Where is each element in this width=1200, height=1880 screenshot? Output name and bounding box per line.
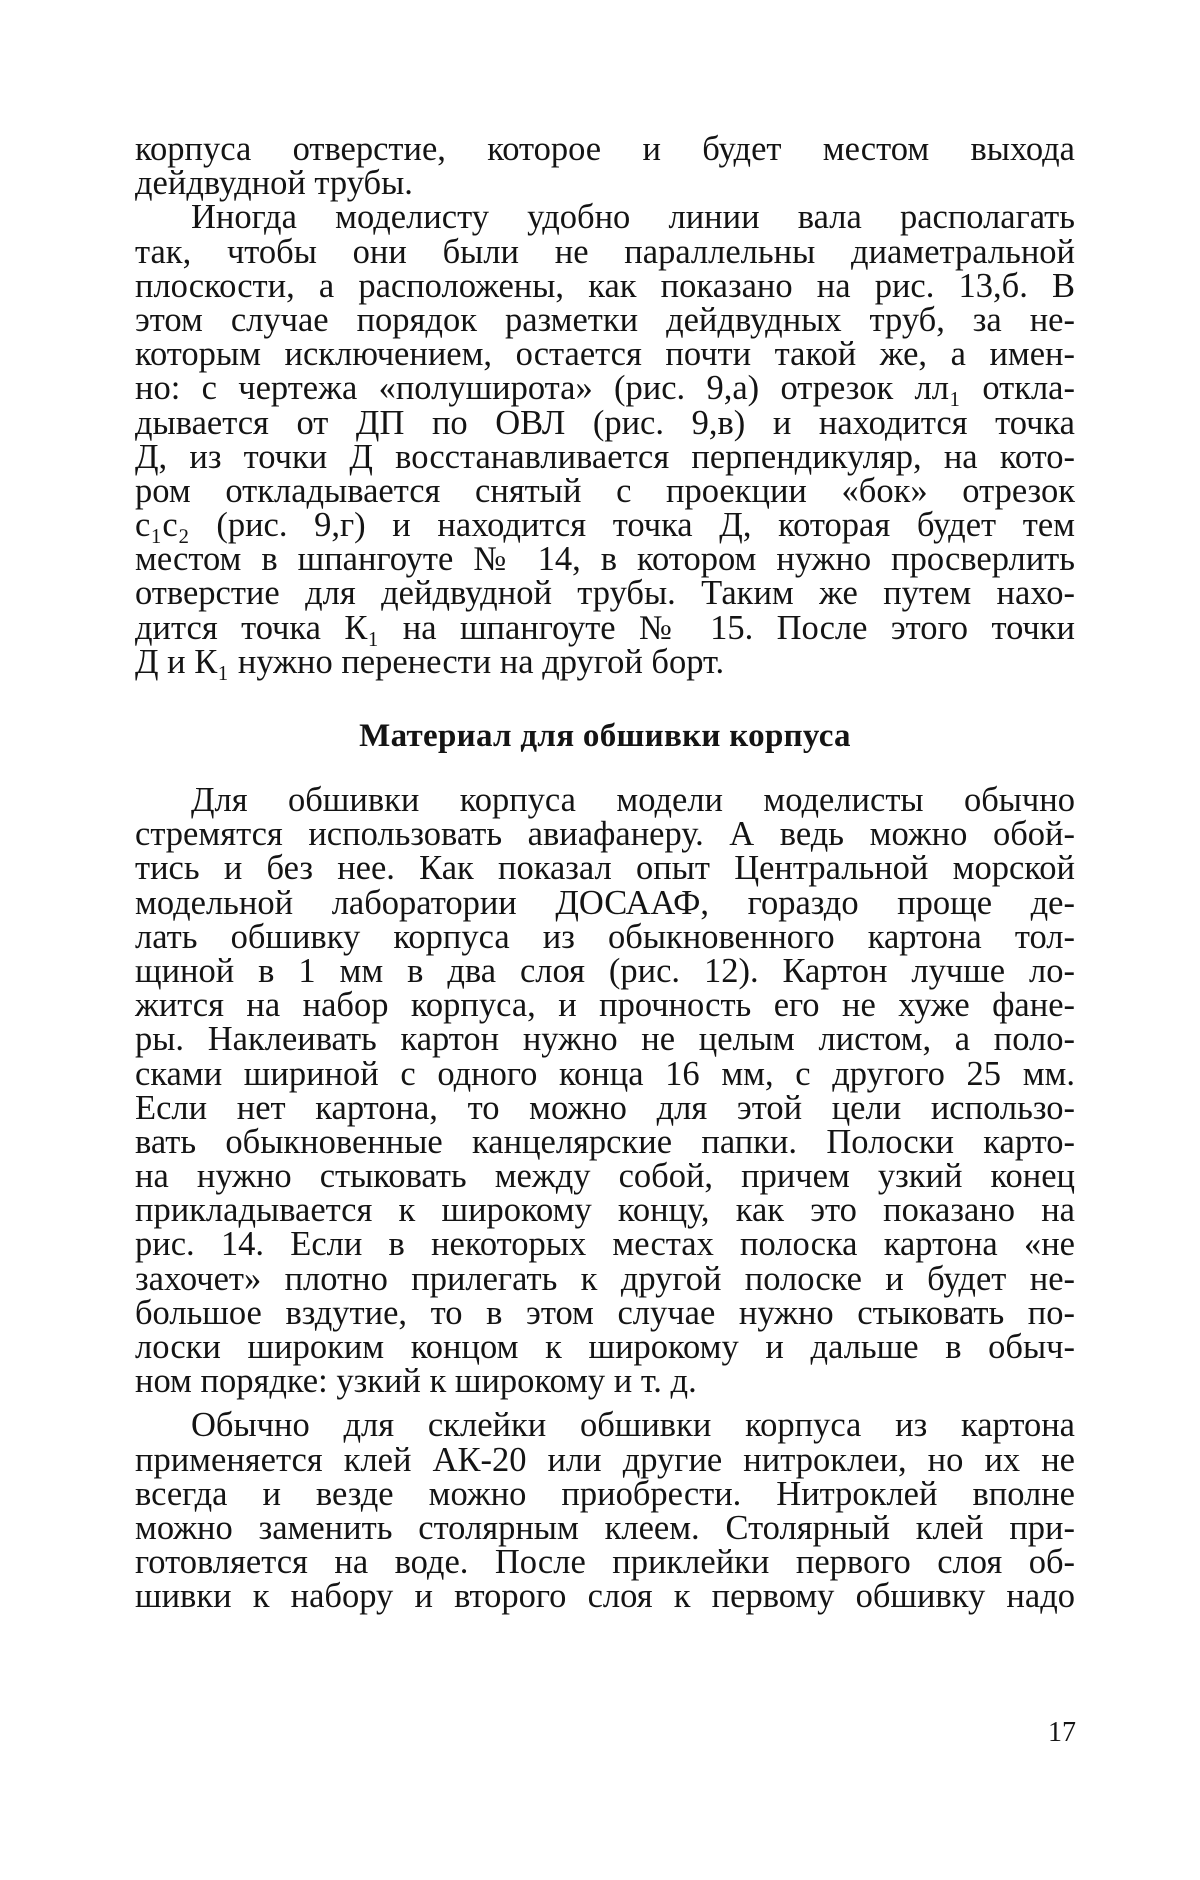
- text-line: можно заменить столярным клеем. Столярный клей при-: [135, 1508, 1075, 1547]
- text-line: местом в шпангоуте № 14, в котором нужно просверлить: [135, 540, 1075, 579]
- text-line: дится точка К₁ на шпангоуте № 15. После этого точки: [135, 608, 1075, 647]
- text-line: применяется клей АК-20 или другие нитроклеи, но их не: [135, 1440, 1075, 1479]
- text-line: лать обшивку корпуса из обыкновенного картона тол-: [135, 917, 1075, 956]
- text-line: Если нет картона, то можно для этой цели использо-: [135, 1088, 1075, 1127]
- text-line: модельной лаборатории ДОСААФ, гораздо проще де-: [135, 883, 1075, 922]
- text-line: ром откладывается снятый с проекции «бок» отрезок: [135, 471, 1075, 510]
- text-line: захочет» плотно прилегать к другой полоске и будет не-: [135, 1259, 1075, 1298]
- text-line: на нужно стыковать между собой, причем узкий конец: [135, 1157, 1075, 1196]
- paragraph: [135, 781, 1075, 1401]
- text-line: рис. 14. Если в некоторых местах полоска картона «не: [135, 1225, 1075, 1264]
- text-line: корпуса отверстие, которое и будет местом выхода: [135, 130, 1075, 168]
- text-line: Д, из точки Д восстанавливается перпендикуляр, на кото-: [135, 437, 1075, 476]
- text-line: прикладывается к широкому концу, как это показано на: [135, 1191, 1075, 1230]
- section-heading: Материал для обшивки корпуса: [359, 718, 851, 754]
- text-line: жится на набор корпуса, и прочность его не хуже фане-: [135, 986, 1075, 1025]
- text-line: вать обыкновенные канцелярские папки. Полоски карто-: [135, 1122, 1075, 1161]
- book-page: [135, 132, 1075, 1614]
- text-line: всегда и везде можно приобрести. Нитроклей вполне: [135, 1474, 1075, 1513]
- text-line: Обычно для склейки обшивки корпуса из картона: [191, 1406, 1075, 1445]
- text-line: сками шириной с одного конца 16 мм, с другого 25 мм.: [135, 1054, 1075, 1093]
- text-line: ном порядке: узкий к широкому и т. д.: [135, 1362, 697, 1401]
- text-line: лоски широким концом к широкому и дальше в обыч-: [135, 1328, 1075, 1366]
- text-line: Д и К₁ нужно перенести на другой борт.: [135, 642, 725, 681]
- page-number: 17: [1048, 1717, 1076, 1748]
- text-line: большое вздутие, то в этом случае нужно стыковать по-: [135, 1293, 1075, 1332]
- text-line: с₁с₂ (рис. 9,г) и находится точка Д, которая будет тем: [135, 506, 1075, 545]
- text-line: этом случае порядок разметки дейдвудных труб, за не-: [135, 300, 1075, 339]
- paragraph: [135, 200, 1075, 679]
- text-line: но: с чертежа «полуширота» (рис. 9,а) отрезок лл₁ откла-: [135, 369, 1075, 408]
- paragraph: [135, 130, 1075, 203]
- text-line: плоскости, а расположены, как показано на рис. 13,б. В: [135, 266, 1075, 305]
- text-line: готовляется на воде. После приклейки первого слоя об-: [135, 1543, 1075, 1582]
- text-line: Иногда моделисту удобно линии вала располагать: [191, 198, 1075, 237]
- text-line: дейдвудной трубы.: [135, 164, 413, 203]
- text-line: дывается от ДП по ОВЛ (рис. 9,в) и находится точка: [135, 403, 1075, 442]
- paragraph: [135, 1406, 1075, 1616]
- text-line: Для обшивки корпуса модели моделисты обычно: [191, 781, 1075, 819]
- text-line: ры. Наклеивать картон нужно не целым листом, а поло-: [135, 1020, 1075, 1059]
- text-line: которым исключением, остается почти такой же, а имен-: [135, 335, 1075, 374]
- text-line: стремятся использовать авиафанеру. А ведь можно обой-: [135, 815, 1075, 854]
- text-line: шивки к набору и второго слоя к первому обшивку надо: [135, 1577, 1075, 1616]
- text-line: так, чтобы они были не параллельны диаметральной: [135, 232, 1075, 271]
- text-line: отверстие для дейдвудной трубы. Таким же путем нахо-: [135, 574, 1075, 613]
- text-line: щиной в 1 мм в два слоя (рис. 12). Картон лучше ло-: [135, 951, 1075, 990]
- text-line: тись и без нее. Как показал опыт Центральной морской: [135, 849, 1075, 888]
